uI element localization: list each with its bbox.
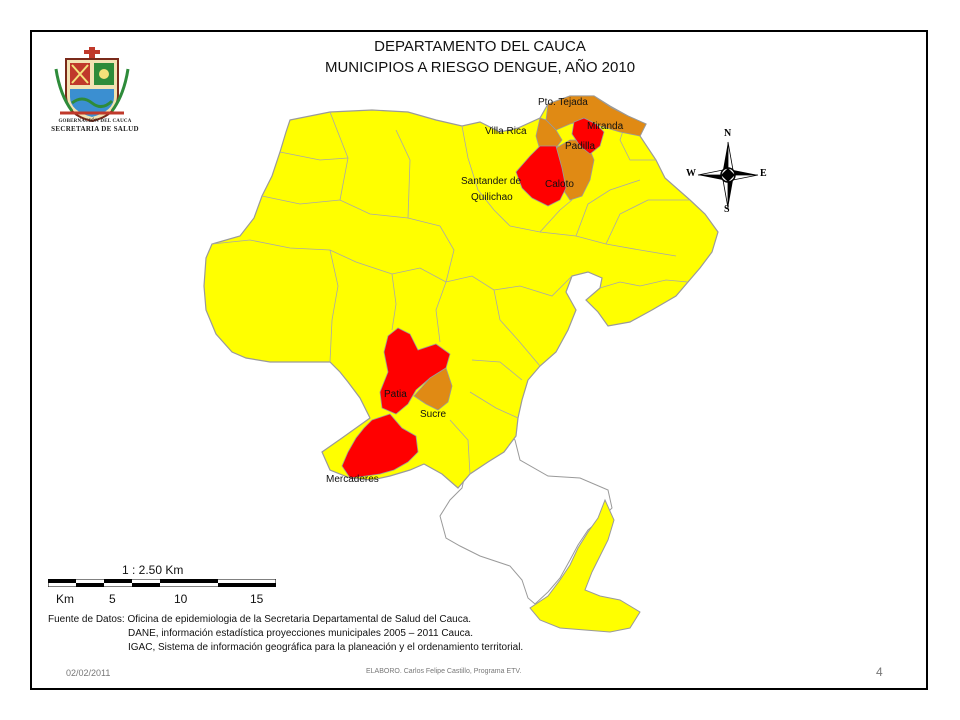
source-notes <box>48 613 523 655</box>
label-pto-tejada: Pto. Tejada <box>538 97 588 108</box>
footer-author: ELABORO. Carlos Felipe Castillo, Programa ETV. <box>366 668 522 675</box>
label-villa-rica: Villa Rica <box>485 126 527 137</box>
scale-tick-15: 15 <box>250 592 264 606</box>
label-santander-line-1: Santander de <box>461 176 522 187</box>
scale-tick-5: 5 <box>109 592 116 606</box>
source-line-3: IGAC, Sistema de información geográfica para la planeación y el ordenamiento territorial. <box>128 642 524 653</box>
footer-page-number: 4 <box>876 665 883 679</box>
label-miranda: Miranda <box>587 121 624 132</box>
scale-bar <box>48 579 276 587</box>
source-line-1: Fuente de Datos: Oficina de epidemiologia de la Secretaria Departamental de Salud del Cauca. <box>48 614 472 625</box>
label-mercaderes: Mercaderes <box>326 474 379 485</box>
title-line-2: MUNICIPIOS A RIESGO DENGUE, AÑO 2010 <box>324 59 636 76</box>
footer-date: 02/02/2011 <box>66 668 111 678</box>
source-line-2: DANE, información estadística proyecciones municipales 2005 – 2011 Cauca. <box>128 628 473 639</box>
label-padilla: Padilla <box>565 141 596 152</box>
scale-label: 1 : 2.50 Km <box>122 563 184 577</box>
compass-west: W <box>686 168 696 179</box>
scale-tick-10: 10 <box>174 592 188 606</box>
label-sucre: Sucre <box>420 409 447 420</box>
compass-north: N <box>724 128 732 139</box>
label-santander-line-2: Quilichao <box>471 192 513 203</box>
compass-east: E <box>760 168 767 179</box>
label-caloto: Caloto <box>545 179 574 190</box>
logo-caption-bottom: SECRETARIA DE SALUD <box>51 125 139 133</box>
compass-rose <box>680 130 776 220</box>
label-patia: Patia <box>384 389 407 400</box>
scale-tick-unit: Km <box>56 592 74 606</box>
logo-caption-top: GOBERNACIÓN DEL CAUCA <box>58 119 132 124</box>
title-line-1: DEPARTAMENTO DEL CAUCA <box>374 38 586 55</box>
compass-south: S <box>724 204 730 215</box>
region-main-body <box>204 96 718 488</box>
